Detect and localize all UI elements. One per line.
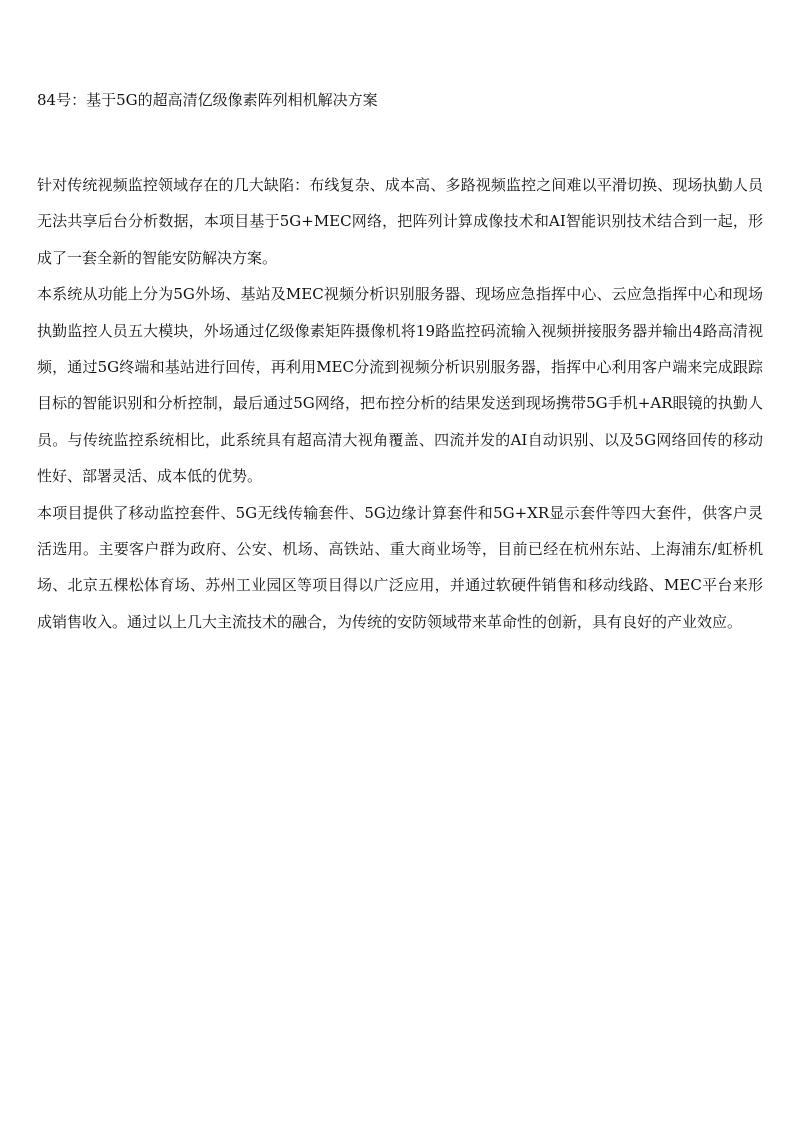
document-title: 84号：基于5G的超高清亿级像素阵列相机解决方案 bbox=[37, 91, 378, 109]
paragraph-products-and-customers: 本项目提供了移动监控套件、5G无线传输套件、5G边缘计算套件和5G+XR显示套件等四大套件，供客户灵活选用。主要客户群为政府、公安、机场、高铁站、重大商业场等，目前已经在杭州东站、上海浦东/虹桥机场、北京五棵松体育场、苏州工业园区等项目得以广泛应用，并通过软硬件销售和移动线路、MEC平台来形成销售收入。通过以上几大主流技术的融合，为传统的安防领域带来革命性的创新，具有良好的产业效应。 bbox=[37, 503, 763, 631]
paragraph-background: 针对传统视频监控领域存在的几大缺陷：布线复杂、成本高、多路视频监控之间难以平滑切换、现场执勤人员无法共享后台分析数据，本项目基于5G+MEC网络，把阵列计算成像技术和AI智能识别技术结合到一起，形成了一套全新的智能安防解决方案。 bbox=[37, 176, 763, 267]
document-body bbox=[37, 167, 763, 640]
paragraph-system-architecture: 本系统从功能上分为5G外场、基站及MEC视频分析识别服务器、现场应急指挥中心、云应急指挥中心和现场执勤监控人员五大模块，外场通过亿级像素矩阵摄像机将19路监控码流输入视频拼接服务器并输出4路高清视频，通过5G终端和基站进行回传，再利用MEC分流到视频分析识别服务器，指挥中心利用客户端来完成跟踪目标的智能识别和分析控制，最后通过5G网络，把布控分析的结果发送到现场携带5G手机+AR眼镜的执勤人员。与传统监控系统相比，此系统具有超高清大视角覆盖、四流并发的AI自动识别、以及5G网络回传的移动性好、部署灵活、成本低的优势。 bbox=[37, 285, 763, 486]
